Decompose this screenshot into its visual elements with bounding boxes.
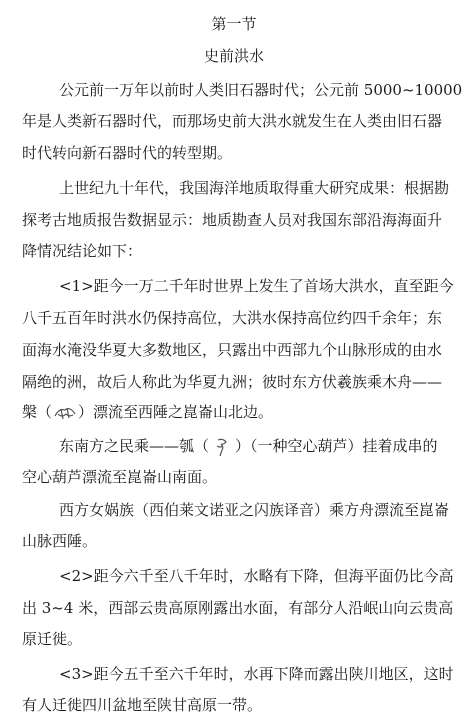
paragraph-line: 漂流至西陲之崑崙山北边。 — [93, 403, 274, 421]
paragraph-line: 降情况结论如下： — [22, 242, 143, 260]
paragraph-line: 出 3~4 米，西部云贵高原刚露出水面，有部分人沿岷山向云贵高 — [22, 599, 454, 617]
paragraph-line: 原迁徙。 — [22, 630, 83, 648]
paragraph-line: 西方女娲族（西伯莱文诺亚之闪族译音）乘方舟漂流至崑崙 — [59, 501, 450, 519]
paragraph-line: 山脉西陲。 — [22, 532, 98, 550]
paragraph-line: 面海水淹没华夏大多数地区，只露出中西部九个山脉形成的由水 — [22, 341, 443, 359]
paragraph-line: 公元前一万年以前时人类旧石器时代；公元前 5000~10000 — [59, 81, 463, 99]
paragraph-line: 上世纪九十年代，我国海洋地质取得重大研究成果：根据勘 — [59, 179, 450, 197]
paragraph-line: 空心葫芦漂流至崑崙山南面。 — [22, 468, 218, 486]
ancient-boat-glyph-icon — [52, 402, 78, 424]
paragraph-line-with-glyph — [59, 436, 438, 458]
paragraph-line: 年是人类新石器时代，而那场史前大洪水就发生在人类由旧石器 — [22, 112, 443, 130]
gourd-line-end: ）（一种空心葫芦）挂着成串的 — [235, 437, 438, 455]
paragraph-line: 隔绝的洲，故后人称此为华夏九洲；彼时东方伏羲族乘木舟—— — [22, 373, 443, 391]
gourd-line-start: 东南方之民乘——瓠（ — [59, 437, 210, 455]
paragraph-line: 探考古地质报告数据显示：地质勘查人员对我国东部沿海海面升 — [22, 211, 443, 229]
paragraph-line: 有人迁徙四川盆地至陕甘高原一带。 — [22, 696, 263, 714]
boat-glyph-suffix: ） — [78, 403, 94, 421]
paragraph-line-with-glyph — [22, 402, 273, 424]
paragraph-line: <3>距今五千至六千年时，水再下降而露出陕川地区，这时 — [59, 665, 454, 683]
section-title: 第一节 — [211, 15, 257, 33]
chapter-title: 史前洪水 — [203, 47, 264, 65]
boat-glyph-prefix: 槃（ — [22, 403, 53, 421]
paragraph-line: <1>距今一万二千年时世界上发生了首场大洪水，直至距今 — [59, 277, 454, 295]
ancient-gourd-glyph-icon — [209, 436, 235, 458]
paragraph-line: <2>距今六千至八千年时，水略有下降，但海平面仍比今高 — [59, 567, 454, 585]
paragraph-line: 八千五百年时洪水仍保持高位，大洪水保持高位约四千余年；东 — [22, 309, 443, 327]
paragraph-line: 时代转向新石器时代的转型期。 — [22, 144, 233, 162]
